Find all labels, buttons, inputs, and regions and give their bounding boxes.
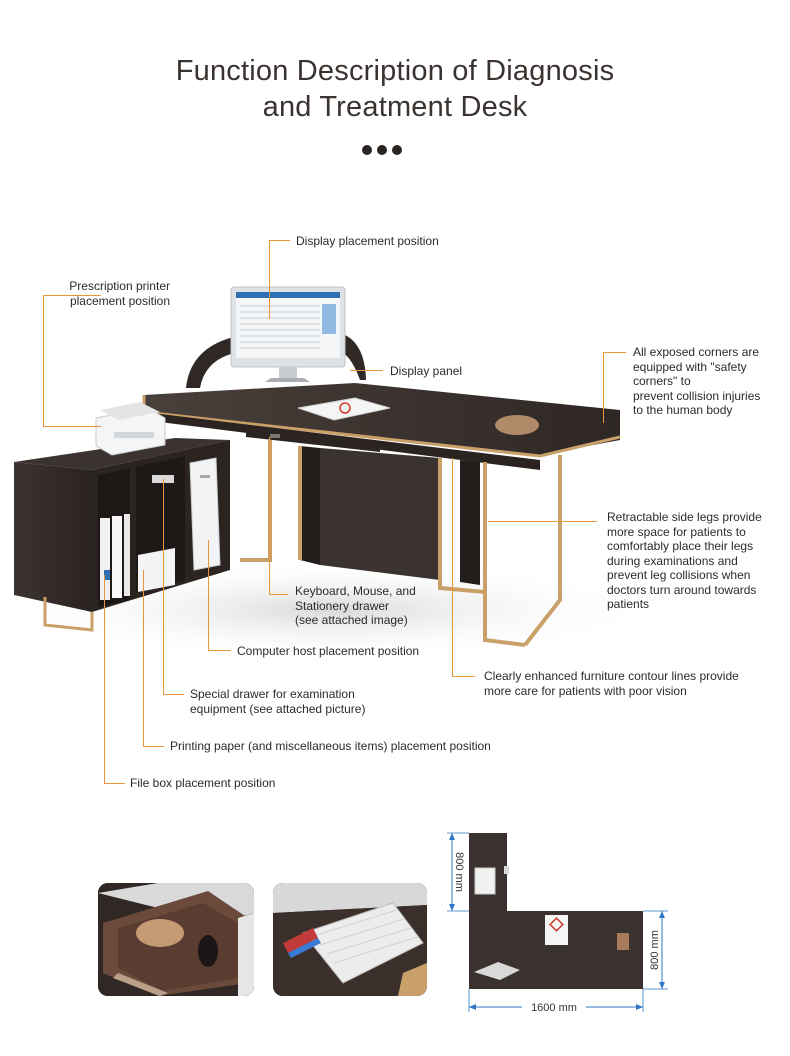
leader-display xyxy=(269,240,290,319)
leader-file-box xyxy=(104,575,125,784)
label-printer-position: Prescription printer placement position xyxy=(69,279,170,308)
leader-special-drawer xyxy=(163,479,184,695)
leader-keyboard-drawer xyxy=(269,437,288,595)
dim-desk-width: 1600 mm xyxy=(531,1002,577,1014)
center-panel xyxy=(320,448,440,580)
label-printing-paper: Printing paper (and miscellaneous items) placement position xyxy=(170,739,491,753)
leader-computer-host xyxy=(208,540,231,651)
side-cabinet-front xyxy=(14,462,92,612)
leader-safety-corners xyxy=(603,352,626,423)
label-display-position: Display placement position xyxy=(296,234,439,248)
leader-printing-paper xyxy=(143,570,164,747)
page-title-line1: Function Description of Diagnosis xyxy=(175,55,615,87)
dim-desk-depth: 800 mm xyxy=(649,930,661,970)
dim-side-depth: 800 mm xyxy=(453,852,465,892)
tray xyxy=(495,415,539,435)
separator-dots xyxy=(362,142,410,154)
label-contour: Clearly enhanced furniture contour lines provide more care for patients with poor vision xyxy=(484,669,739,698)
special-drawer-photo xyxy=(98,883,254,996)
label-display-panel: Display panel xyxy=(390,364,463,378)
label-file-box: File box placement position xyxy=(130,776,276,790)
label-safety-corners: All exposed corners are equipped with "safety corners" to prevent collision injuries to the human body xyxy=(633,345,761,417)
leader-contour xyxy=(452,458,475,677)
label-computer-host: Computer host placement position xyxy=(237,644,420,658)
leader-side-legs xyxy=(488,521,597,523)
label-keyboard-drawer: Keyboard, Mouse, and Stationery drawer (see attached image) xyxy=(295,584,416,627)
leader-display-panel xyxy=(350,370,383,372)
page-title-line2: and Treatment Desk xyxy=(262,91,528,123)
label-side-legs: Retractable side legs provide more space for patients to comfortably place their legs during examinations and prevent leg collisions when doctors turn around towards patients xyxy=(607,510,762,611)
label-special-drawer: Special drawer for examination equipment (see attached picture) xyxy=(190,687,366,716)
plan-view xyxy=(440,826,680,1020)
keyboard-drawer-photo xyxy=(273,883,427,996)
printer xyxy=(96,402,165,455)
leader-printer xyxy=(43,295,101,427)
